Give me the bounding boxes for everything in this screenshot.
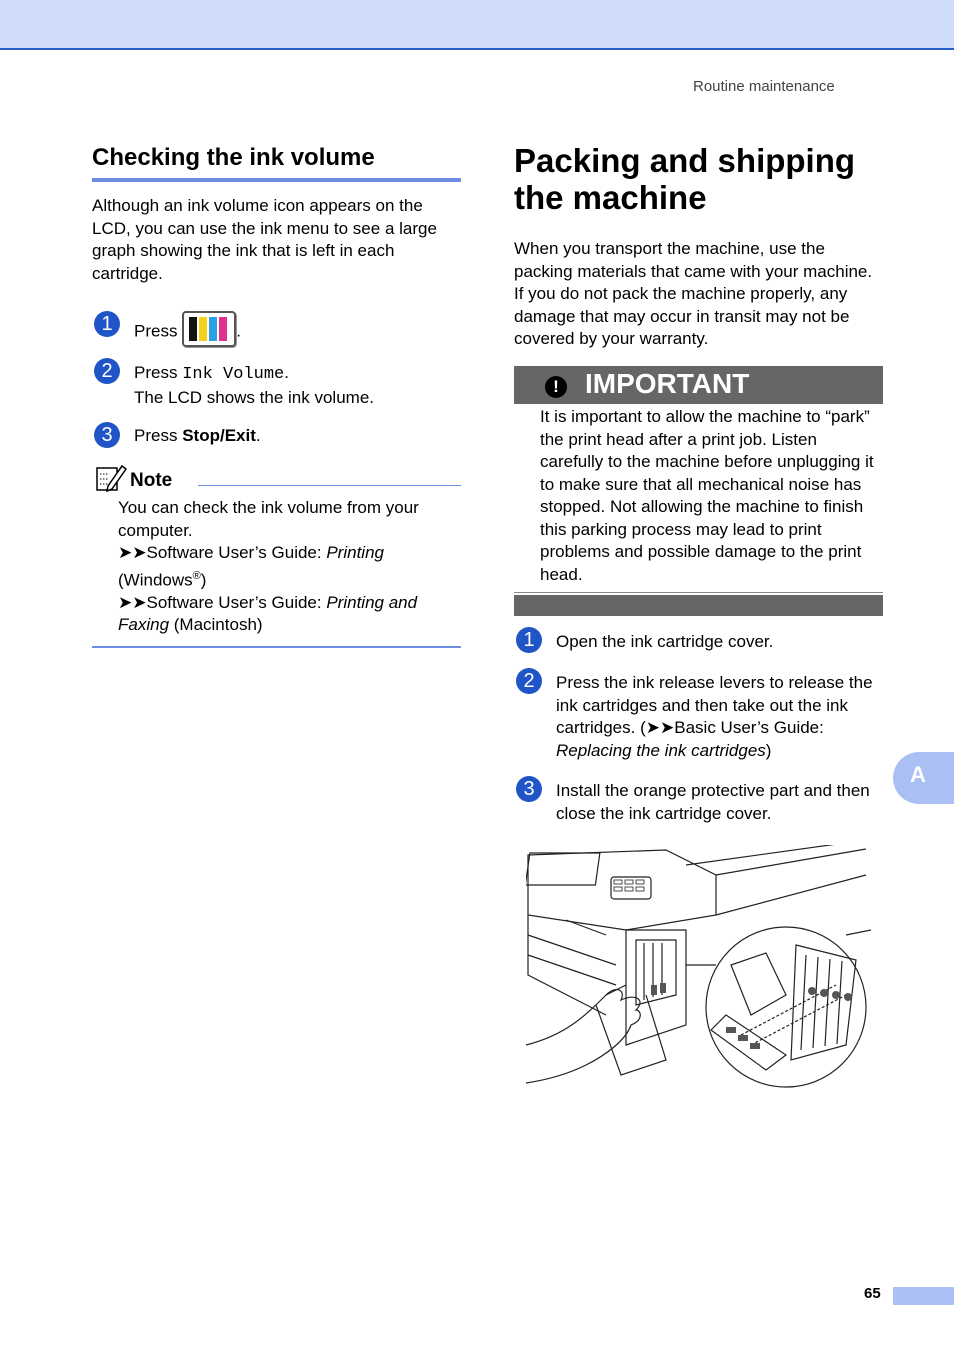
header-band: [0, 0, 954, 50]
step-3-text: [134, 425, 261, 448]
ship-step-2-ref: Basic User’s Guide:: [674, 718, 824, 737]
step-number-1: 1: [94, 311, 120, 337]
page-number: 65: [864, 1285, 881, 1302]
note-line-1: You can check the ink volume from your computer.: [118, 498, 419, 540]
step-number-3: 3: [94, 422, 120, 448]
ship-step-2-close: ): [765, 740, 772, 760]
exclamation-icon: !: [545, 376, 567, 398]
step-number-2: 2: [516, 668, 542, 694]
section-title: Checking the ink volume: [92, 144, 375, 171]
ship-step-3-text: Install the orange protective part and then close the ink cartridge cover.: [556, 781, 870, 823]
running-title: Routine maintenance: [693, 78, 835, 95]
important-divider: [514, 592, 883, 593]
double-arrow-icon: ➤➤: [118, 543, 147, 562]
double-arrow-icon: ➤➤: [118, 592, 147, 612]
page-heading: [514, 142, 855, 216]
note-pencil-icon: [95, 462, 127, 492]
note-ref-2-title-a: Printing and: [326, 592, 418, 612]
note-ref-2-title-b: Faxing: [118, 615, 170, 635]
note-ref-1-close: ): [200, 570, 207, 590]
title-rule: [92, 178, 461, 182]
note-body: [118, 497, 463, 637]
lcd-menu-item: Ink Volume: [182, 365, 285, 384]
registered-mark: ®: [192, 569, 201, 582]
heading-line-1: Packing and shipping: [514, 142, 856, 179]
stop-exit-key: Stop/Exit: [182, 426, 256, 445]
step-number-3: 3: [516, 776, 542, 802]
step-2-text: [134, 362, 464, 409]
double-arrow-icon: ➤➤: [645, 718, 675, 737]
step-1-label: Press: [134, 321, 178, 341]
important-label: IMPORTANT: [585, 368, 750, 399]
printer-ink-cover-illustration: [526, 845, 871, 1090]
note-bottom-rule: [92, 646, 461, 648]
shipping-intro: When you transport the machine, use the packing materials that came with your machine. If you do not pack the machine properly, any damage that may occur in transit may not be covered by your warranty.: [514, 239, 873, 348]
step-number-1: 1: [516, 627, 542, 653]
important-footer-bar: [514, 595, 883, 616]
step-2-period: .: [284, 363, 289, 382]
step-2-label: Press: [134, 363, 178, 382]
note-ref-1-prefix: Software User’s Guide:: [146, 543, 327, 562]
intro-paragraph: Although an ink volume icon appears on the LCD, you can use the ink menu to see a large graph showing the ink that is left in each cartridge.: [92, 196, 437, 283]
important-text: It is important to allow the machine to “park” the print head after a print job. Listen carefully to the machine before unplugging it to make sure that all mechanical noise has stopped. Not allowing the machine to finish this parking process may lead to print problems and possible damage to the print head.: [540, 407, 874, 584]
step-1-period: .: [236, 321, 241, 341]
step-2-result: The LCD shows the ink volume.: [134, 387, 374, 407]
note-ref-1-title: Printing: [326, 543, 384, 562]
note-ref-2-platform: (Macintosh): [169, 615, 263, 635]
ship-step-2-ref-title: Replacing the ink cartridges: [556, 740, 766, 760]
ship-step-2-body: Press the ink release levers to release the ink cartridges and then take out the ink cartridges. (: [556, 673, 873, 737]
ink-button-icon: [182, 311, 236, 347]
step-3-label: Press: [134, 426, 178, 445]
note-label: Note: [130, 470, 173, 491]
ship-step-2-text: [556, 672, 884, 762]
note-ref-2-prefix: Software User’s Guide:: [146, 592, 327, 612]
page-number-bar: [893, 1287, 954, 1305]
step-number-2: 2: [94, 358, 120, 384]
heading-line-2: the machine: [514, 179, 707, 216]
step-3-period: .: [255, 426, 261, 445]
ship-step-1-text: Open the ink cartridge cover.: [556, 632, 774, 651]
note-top-rule: [198, 485, 461, 486]
step-1-text: [134, 314, 241, 350]
note-ref-1-platform: (Windows: [118, 570, 193, 590]
appendix-tab-label: A: [910, 762, 926, 787]
